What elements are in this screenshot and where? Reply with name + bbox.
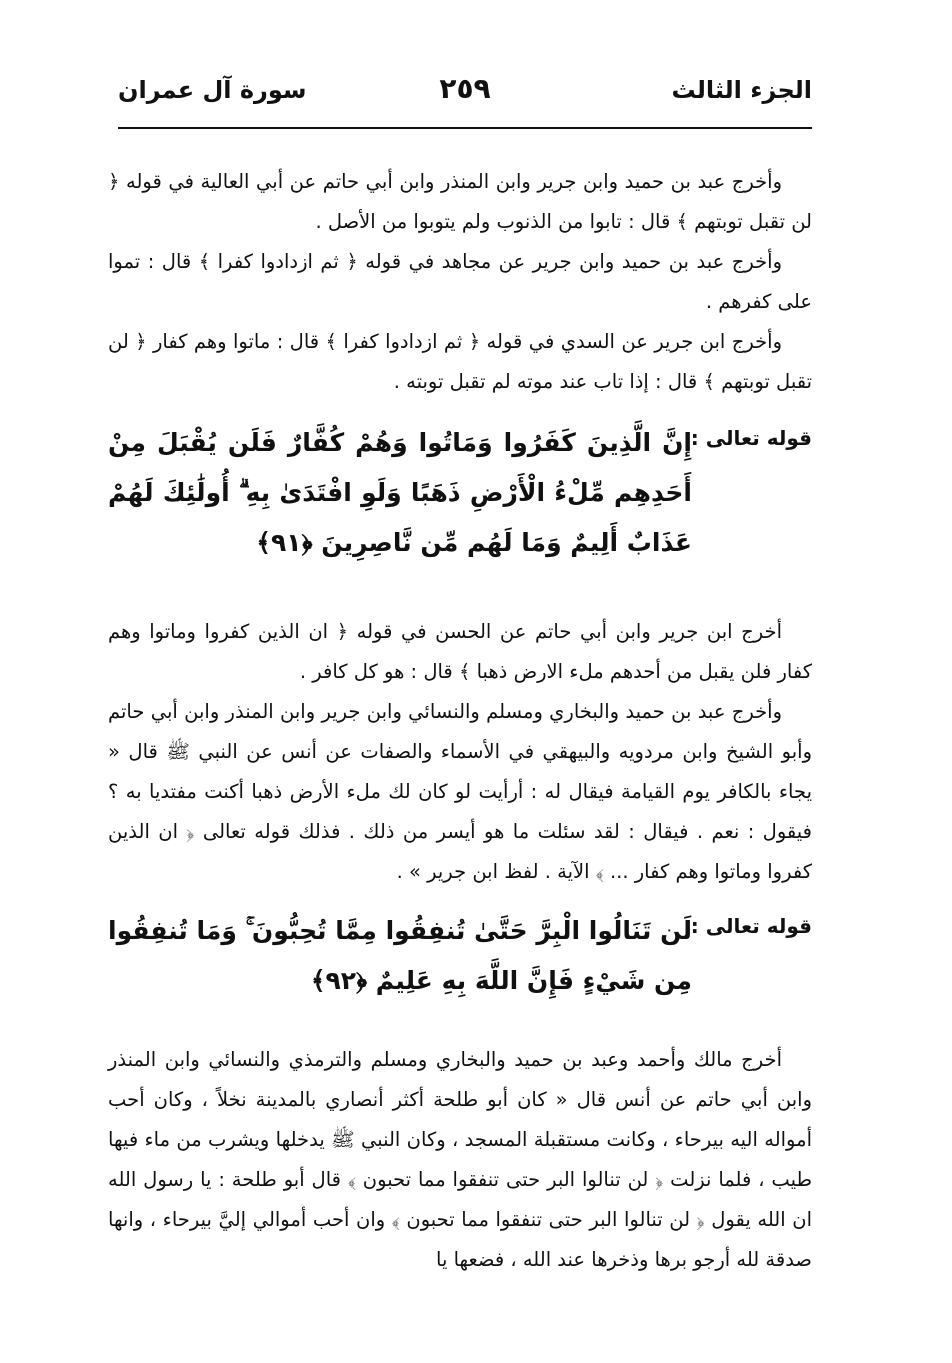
paragraph: أخرج مالك وأحمد وعبد بن حميد والبخاري ومسلم والترمذي والنسائي وابن المنذر وابن أبي حاتم عن أنس قال « كان أبو طلحة أكثر أنصاري بالمدينة نخلاً ، وكان أحب أمواله اليه بيرحاء ، وكانت مستقبلة المسجد ، وكان النبي ﷺ يدخلها ويشرب من ماء فيها طيب ، فلما نزلت ﴿ لن تنالوا البر حتى تنفقوا مما تحبون ﴾ قال أبو طلحة : يا رسول الله ان الله يقول ﴿ لن تنالوا البر حتى تنفقوا مما تحبون ﴾ وان أحب أموالي إليَّ بيرحاء ، وانها صدقة لله أرجو برها وذخرها عند الله ، فضعها يا — [108, 1048, 812, 1271]
surah-title: سورة آل عمران — [118, 76, 307, 104]
verse-label: قوله تعالى : — [690, 914, 812, 938]
page-header — [118, 70, 812, 120]
paragraph: أخرج ابن جرير وابن أبي حاتم عن الحسن في قوله ﴿ ان الذين كفروا وماتوا وهم كفار فلن يقبل من أحدهم ملء الارض ذهبا ﴾ قال : هو كل كافر . — [108, 620, 812, 683]
paragraph: وأخرج ابن جرير عن السدي في قوله ﴿ ثم ازدادوا كفرا ﴾ قال : ماتوا وهم كفار ﴿ لن تقبل توبتهم ﴾ قال : إذا تاب عند موته لم تقبل توبته . — [108, 330, 812, 393]
verse-text: إِنَّ الَّذِينَ كَفَرُوا وَمَاتُوا وَهُمْ كُفَّارٌ فَلَن يُقْبَلَ مِنْ أَحَدِهِم مِّلْءُ الْأَرْضِ ذَهَبًا وَلَوِ افْتَدَىٰ بِهِ ۗ أُولَٰئِكَ لَهُمْ عَذَابٌ أَلِيمٌ وَمَا لَهُم مِّن نَّاصِرِينَ ﴿٩١﴾ — [108, 428, 692, 557]
quran-verse-block — [108, 418, 812, 568]
header-divider — [118, 127, 812, 129]
volume-title: الجزء الثالث — [671, 76, 812, 104]
quran-verse-block — [108, 906, 812, 1006]
paragraph: وأخرج عبد بن حميد وابن جرير عن مجاهد في قوله ﴿ ثم ازدادوا كفرا ﴾ قال : تموا على كفرهم . — [108, 250, 812, 313]
page-body — [108, 162, 812, 1280]
page-number: ٢٥٩ — [439, 72, 491, 105]
paragraph: وأخرج عبد بن حميد والبخاري ومسلم والنسائي وابن جرير وابن المنذر وابن أبي حاتم وأبو الشيخ وابن مردويه والبيهقي في الأسماء والصفات عن أنس عن النبي ﷺ قال « يجاء بالكافر يوم القيامة فيقال له : أرأيت لو كان لك ملء الأرض ذهبا أكنت مفتديا به ؟ فيقول : نعم . فيقال : لقد سئلت ما هو أيسر من ذلك . فذلك قوله تعالى ﴿ ان الذين كفروا وماتوا وهم كفار ... ﴾ الآية . لفظ ابن جرير » . — [108, 700, 812, 883]
paragraph: وأخرج عبد بن حميد وابن جرير وابن المنذر وابن أبي حاتم عن أبي العالية في قوله ﴿ لن تقبل توبتهم ﴾ قال : تابوا من الذنوب ولم يتوبوا من الأصل . — [108, 170, 812, 233]
verse-text: لَن تَنَالُوا الْبِرَّ حَتَّىٰ تُنفِقُوا مِمَّا تُحِبُّونَ ۚ وَمَا تُنفِقُوا مِن شَيْءٍ فَإِنَّ اللَّهَ بِهِ عَلِيمٌ ﴿٩٢﴾ — [108, 916, 692, 995]
verse-label: قوله تعالى : — [690, 426, 812, 450]
